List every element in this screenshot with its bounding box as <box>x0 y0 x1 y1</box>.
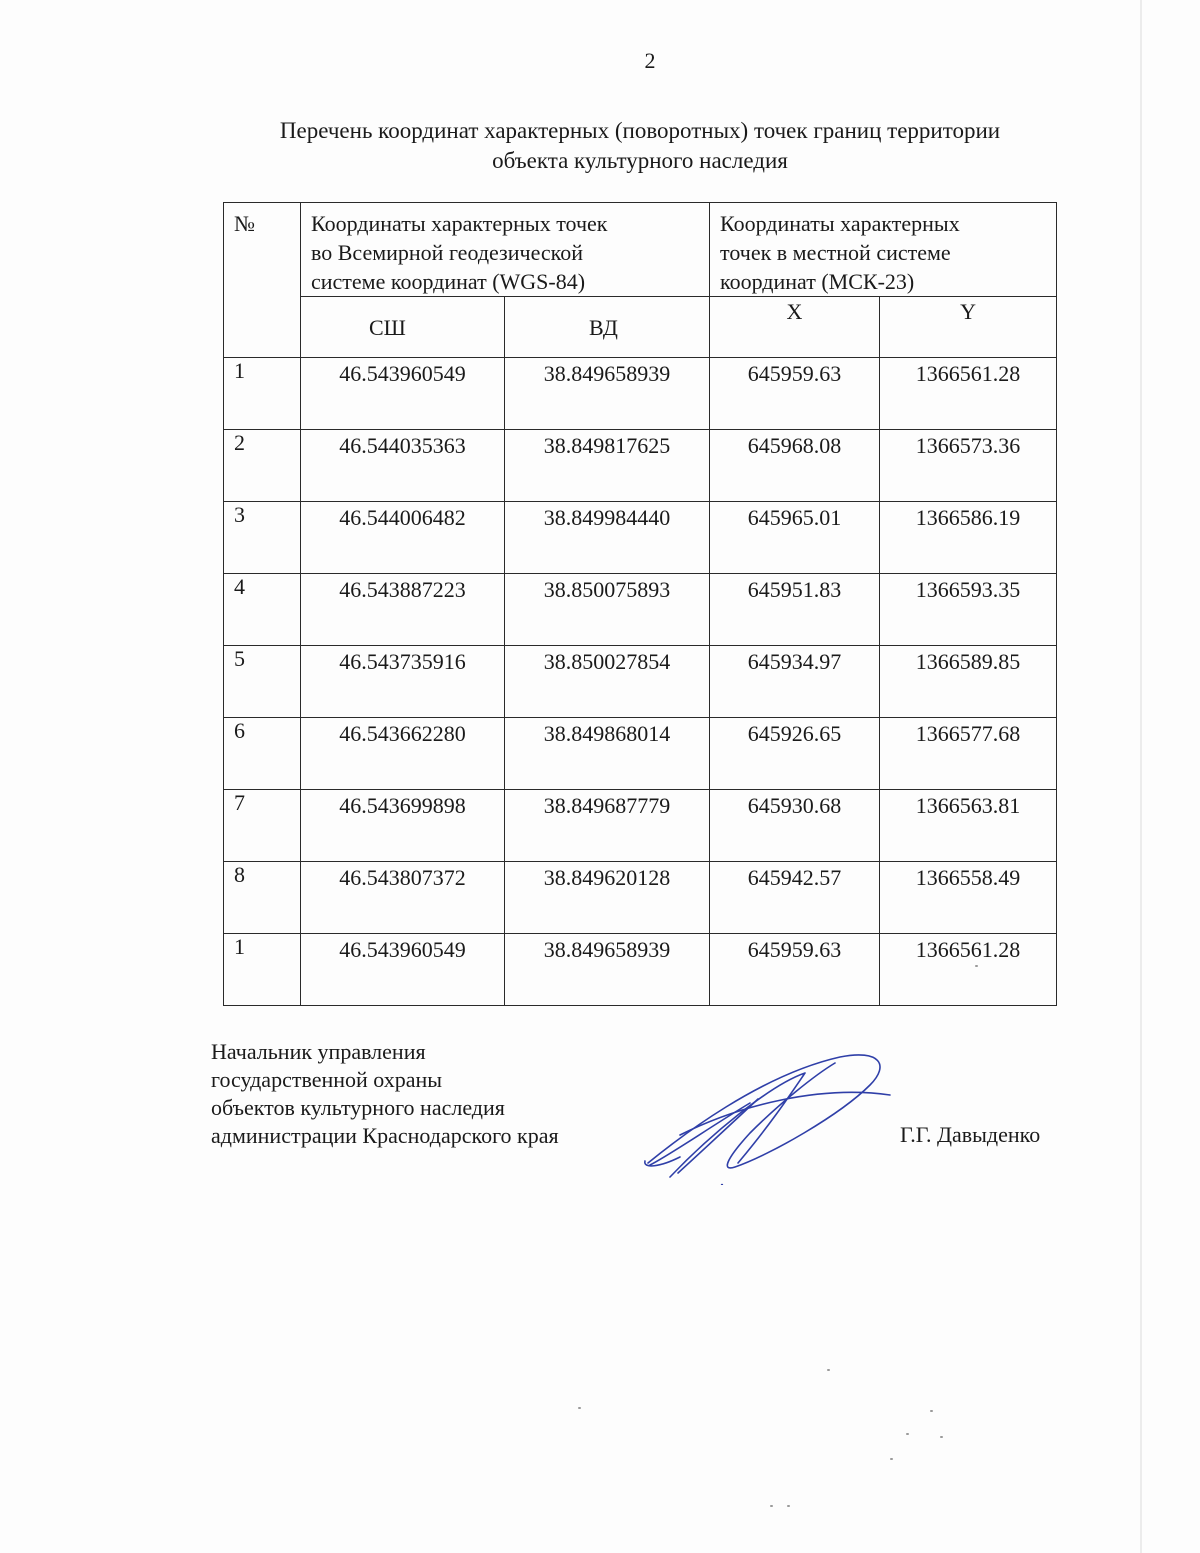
header-wgs84-line-1: Координаты характерных точек <box>311 211 608 236</box>
scan-speck <box>906 1433 909 1435</box>
x-cell: 645959.63 <box>710 358 880 430</box>
point-number: 8 <box>224 862 301 934</box>
header-wgs84-line-2: во Всемирной геодезической <box>311 240 583 265</box>
longitude-cell: 38.850027854 <box>505 646 710 718</box>
x-cell: 645934.97 <box>710 646 880 718</box>
x-cell: 645951.83 <box>710 574 880 646</box>
longitude-cell: 38.850075893 <box>505 574 710 646</box>
scan-speck <box>890 1458 893 1460</box>
coordinates-table <box>223 202 1057 1006</box>
table-row <box>224 790 1057 862</box>
table-row <box>224 646 1057 718</box>
y-cell: 1366558.49 <box>880 862 1057 934</box>
longitude-cell: 38.849817625 <box>505 430 710 502</box>
point-number: 1 <box>224 934 301 1006</box>
table-subheader-row <box>224 297 1057 358</box>
table-row <box>224 502 1057 574</box>
title-line-1: Перечень координат характерных (поворотных) точек границ территории <box>279 118 1001 143</box>
y-cell: 1366577.68 <box>880 718 1057 790</box>
point-number: 3 <box>224 502 301 574</box>
scan-speck <box>975 965 978 967</box>
longitude-cell: 38.849984440 <box>505 502 710 574</box>
point-number: 5 <box>224 646 301 718</box>
header-msk23-line-2: точек в местной системе <box>720 240 951 265</box>
point-number: 1 <box>224 358 301 430</box>
y-cell: 1366593.35 <box>880 574 1057 646</box>
header-wgs84-line-3: системе координат (WGS-84) <box>311 269 586 294</box>
title-line-2: объекта культурного наследия <box>492 148 788 173</box>
signer-position-line-4: администрации Краснодарского края <box>211 1123 559 1148</box>
y-cell: 1366561.28 <box>880 358 1057 430</box>
latitude-cell: 46.544006482 <box>301 502 505 574</box>
page-number: 2 <box>644 48 656 73</box>
header-msk23 <box>710 203 1057 297</box>
header-longitude: ВД <box>505 297 710 358</box>
x-cell: 645965.01 <box>710 502 880 574</box>
header-latitude: СШ <box>301 297 505 358</box>
table-row <box>224 934 1057 1006</box>
header-x: X <box>710 297 880 358</box>
signature-stroke <box>648 1055 880 1168</box>
latitude-cell: 46.543807372 <box>301 862 505 934</box>
longitude-cell: 38.849658939 <box>505 934 710 1006</box>
point-number: 4 <box>224 574 301 646</box>
signer-position-line-2: государственной охраны <box>211 1067 443 1092</box>
table-header-row <box>224 203 1057 297</box>
latitude-cell: 46.543960549 <box>301 934 505 1006</box>
scan-speck <box>827 1369 830 1371</box>
table-row <box>224 718 1057 790</box>
table-row <box>224 358 1057 430</box>
latitude-cell: 46.543960549 <box>301 358 505 430</box>
scan-speck <box>578 1407 581 1409</box>
document-title <box>230 116 1050 176</box>
longitude-cell: 38.849658939 <box>505 358 710 430</box>
latitude-cell: 46.544035363 <box>301 430 505 502</box>
scan-speck <box>930 1410 933 1412</box>
signer-position-line-3: объектов культурного наследия <box>211 1095 505 1120</box>
signer-position <box>211 1038 559 1150</box>
latitude-cell: 46.543699898 <box>301 790 505 862</box>
header-msk23-line-1: Координаты характерных <box>720 211 960 236</box>
table-row <box>224 862 1057 934</box>
scan-edge <box>1140 0 1142 1553</box>
latitude-cell: 46.543735916 <box>301 646 505 718</box>
x-cell: 645930.68 <box>710 790 880 862</box>
scan-speck <box>787 1505 790 1507</box>
x-cell: 645942.57 <box>710 862 880 934</box>
header-wgs84 <box>301 203 710 297</box>
table-row <box>224 430 1057 502</box>
longitude-cell: 38.849620128 <box>505 862 710 934</box>
longitude-cell: 38.849868014 <box>505 718 710 790</box>
y-cell: 1366586.19 <box>880 502 1057 574</box>
header-number: № <box>224 203 301 358</box>
scan-speck <box>770 1505 773 1507</box>
point-number: 6 <box>224 718 301 790</box>
latitude-cell: 46.543662280 <box>301 718 505 790</box>
header-msk23-line-3: координат (МСК-23) <box>720 269 915 294</box>
y-cell: 1366589.85 <box>880 646 1057 718</box>
y-cell: 1366563.81 <box>880 790 1057 862</box>
x-cell: 645959.63 <box>710 934 880 1006</box>
x-cell: 645926.65 <box>710 718 880 790</box>
signature-stroke <box>680 1092 890 1135</box>
y-cell: 1366561.28 <box>880 934 1057 1006</box>
table-row <box>224 574 1057 646</box>
signature-dot <box>721 1184 723 1185</box>
longitude-cell: 38.849687779 <box>505 790 710 862</box>
latitude-cell: 46.543887223 <box>301 574 505 646</box>
x-cell: 645968.08 <box>710 430 880 502</box>
signer-position-line-1: Начальник управления <box>211 1039 426 1064</box>
signature-stroke <box>678 1099 758 1173</box>
y-cell: 1366573.36 <box>880 430 1057 502</box>
scan-speck <box>940 1436 943 1438</box>
handwritten-signature <box>640 1045 900 1185</box>
signatory-name: Г.Г. Давыденко <box>900 1122 1041 1147</box>
header-y: Y <box>880 297 1057 358</box>
point-number: 2 <box>224 430 301 502</box>
point-number: 7 <box>224 790 301 862</box>
